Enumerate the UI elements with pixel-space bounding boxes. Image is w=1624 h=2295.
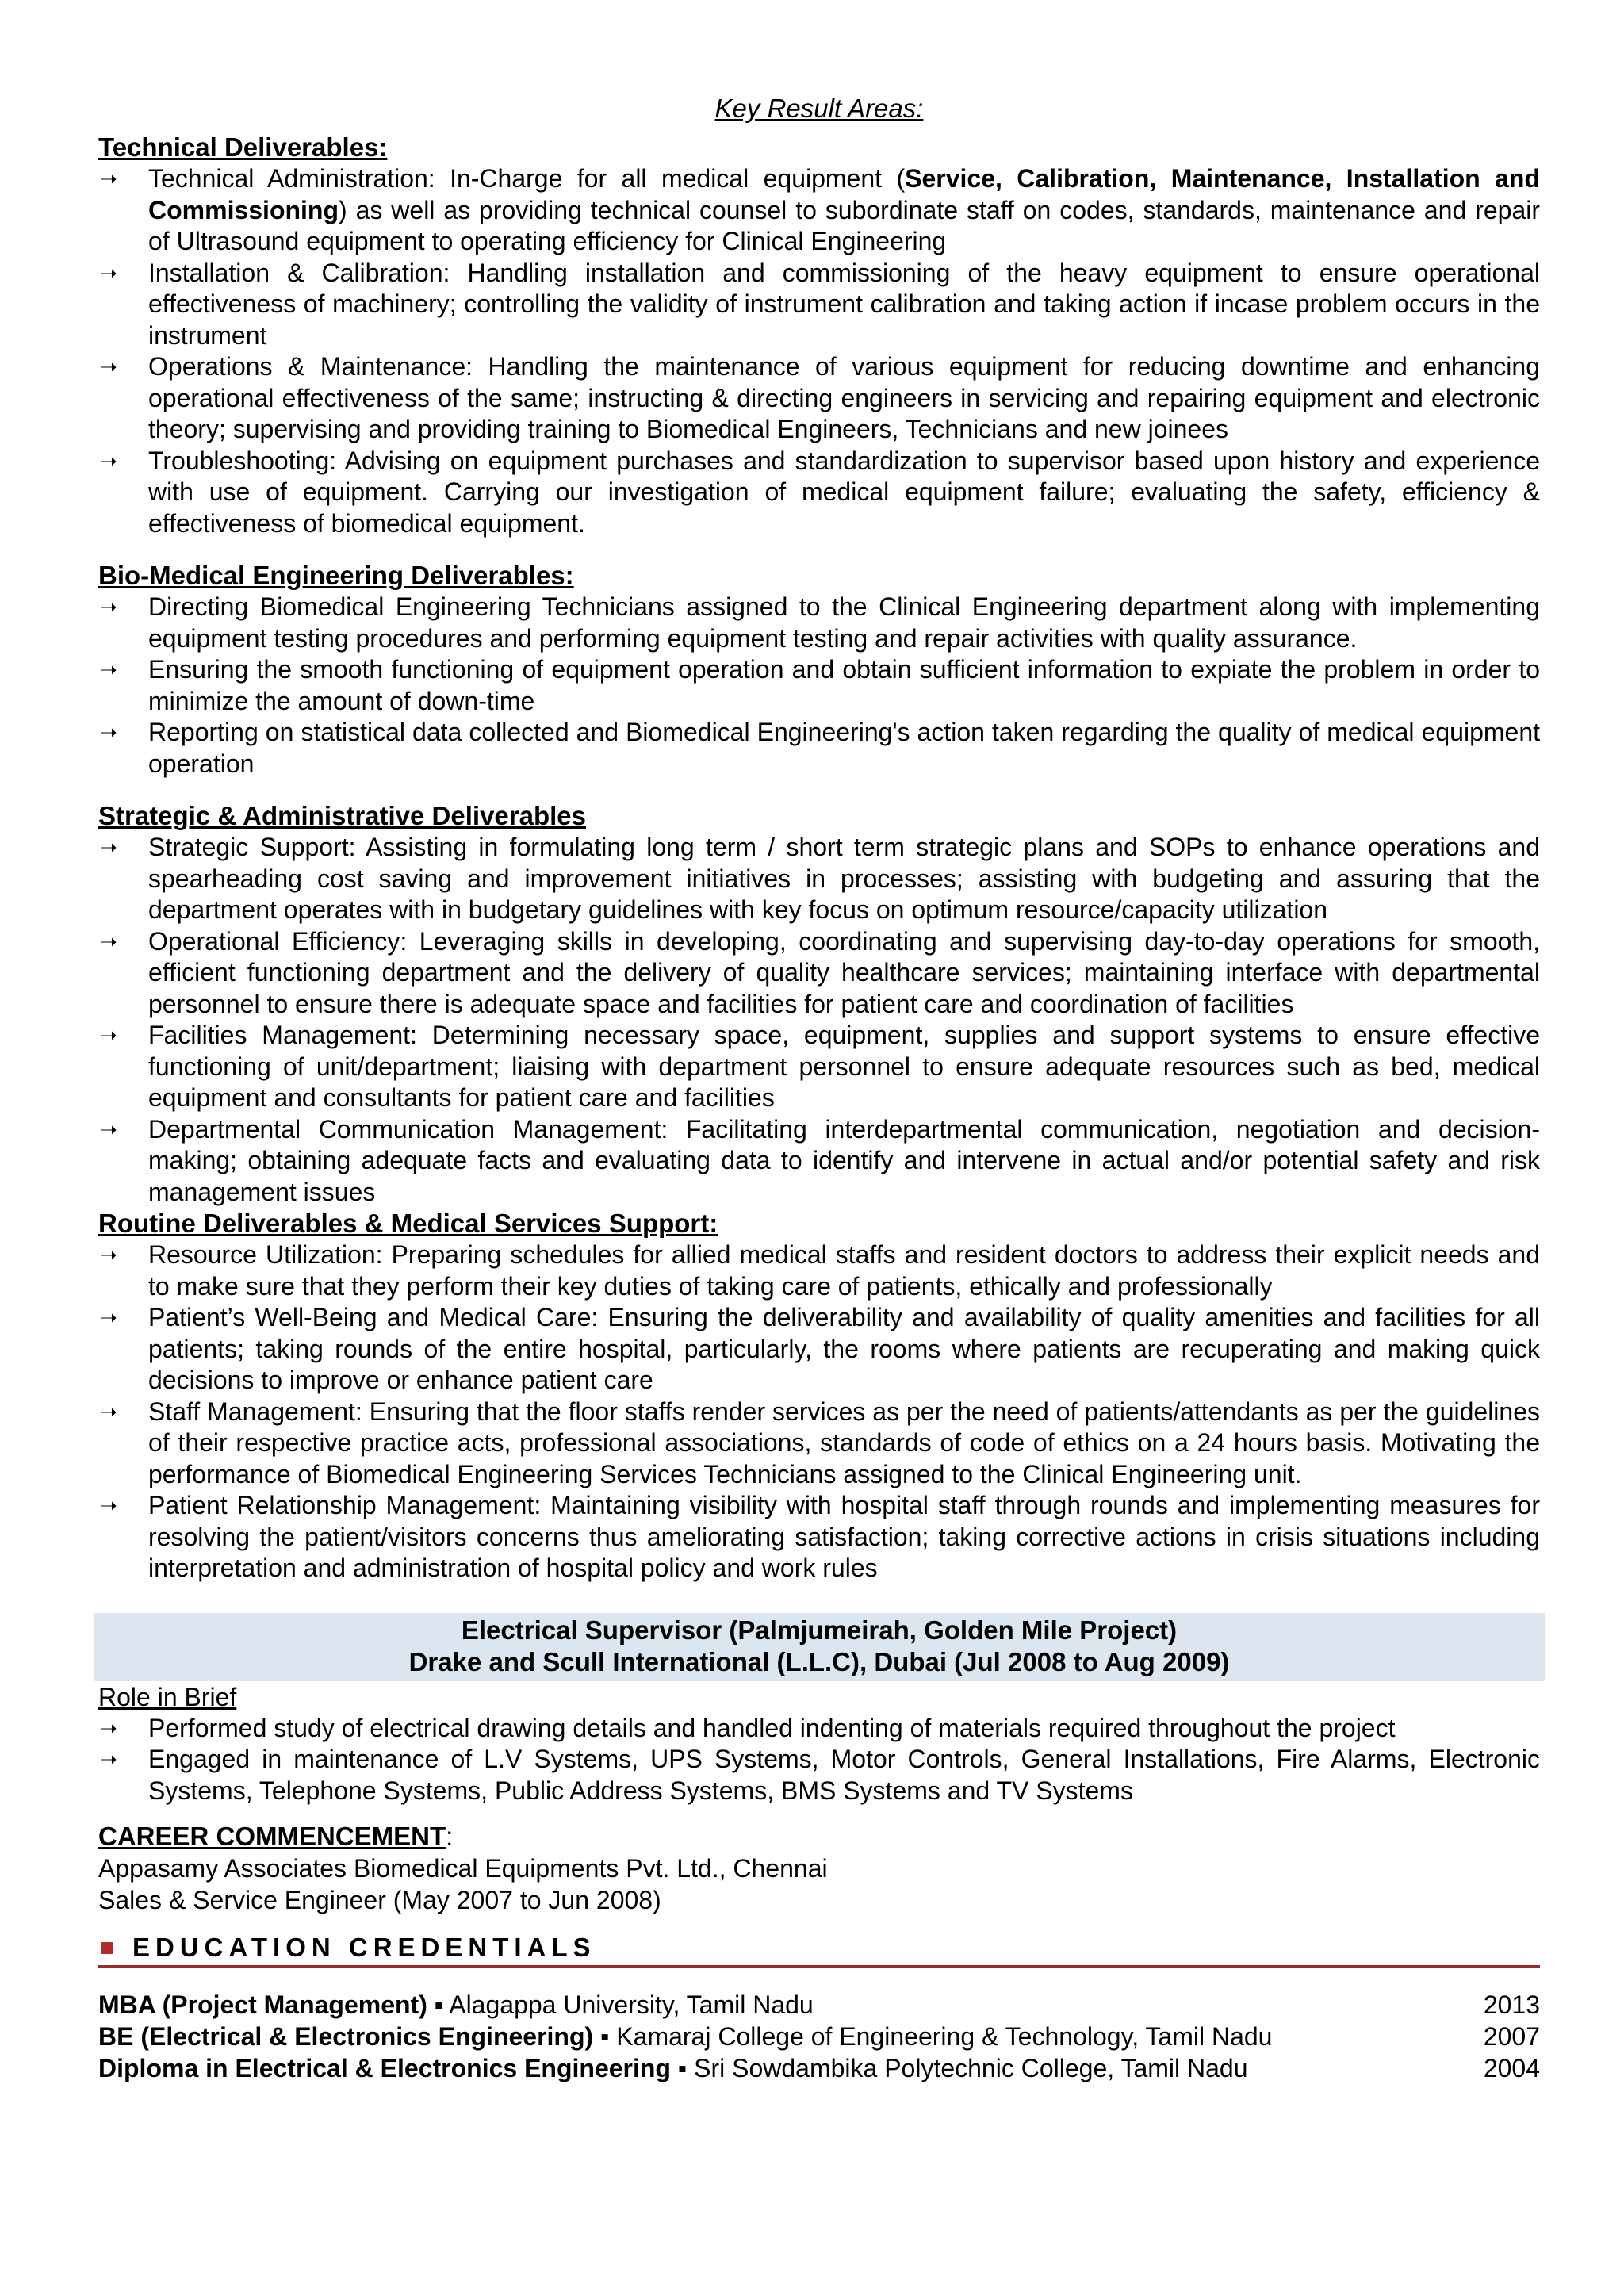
career-company: Appasamy Associates Biomedical Equipments Pvt. Ltd., Chennai xyxy=(98,1854,828,1883)
list-item: ➝ Staff Management: Ensuring that the floor staffs render services as per the need of patients/attendants as per the guidelines of their respective practice acts, professional associations, standards of code of ethics on a 24 hours basis. Motivating the performance of Biomedical Engineering Services Technicians assigned to the Clinical Engineering unit. xyxy=(100,1397,1540,1488)
list-item: ➝ Installation & Calibration: Handling installation and commissioning of the heavy equipment to ensure operational effectiveness of machinery; controlling the validity of instrument calibration and taking action if incase problem occurs in the instrument xyxy=(100,258,1540,350)
institution: Kamaraj College of Engineering & Technology, Tamil Nadu xyxy=(616,2022,1273,2051)
resume-page xyxy=(98,94,1540,2084)
technical-deliverables-heading: Technical Deliverables: xyxy=(98,132,388,162)
list-item: ➝ Patient Relationship Management: Maintaining visibility with hospital staff through rounds and implementing measures for resolving the patient/visitors concerns thus ameliorating satisfaction; taking corrective actions in crisis situations including interpretation and administration of hospital policy and work rules xyxy=(100,1491,1540,1582)
job-title: Electrical Supervisor (Palmjumeirah, Golden Mile Project) xyxy=(461,1615,1178,1645)
list-item: ➝ Troubleshooting: Advising on equipment purchases and standardization to supervisor based upon history and experience with use of equipment. Carrying our investigation of medical equipment failure; evaluating the safety, efficiency & effectiveness of biomedical equipment. xyxy=(100,446,1540,538)
education-row xyxy=(98,1989,1540,2021)
arrow-bullet-icon: ➝ xyxy=(100,354,117,378)
separator-icon: ▪ xyxy=(677,2054,688,2082)
degree: BE (Electrical & Electronics Engineering) xyxy=(98,2022,594,2051)
role-in-brief-list xyxy=(98,1713,1540,1807)
arrow-bullet-icon: ➝ xyxy=(100,1493,117,1517)
list-item: ➝ Engaged in maintenance of L.V Systems, UPS Systems, Motor Controls, General Installations, Fire Alarms, Electronic Systems, Telephone Systems, Public Address Systems, BMS Systems and TV Systems xyxy=(100,1745,1540,1805)
education-list xyxy=(98,1989,1540,2084)
arrow-bullet-icon: ➝ xyxy=(100,595,117,619)
strategic-deliverables-heading: Strategic & Administrative Deliverables xyxy=(98,801,587,830)
job-title-banner xyxy=(94,1613,1545,1681)
arrow-bullet-icon: ➝ xyxy=(100,1715,117,1740)
separator-icon: ▪ xyxy=(600,2022,610,2051)
routine-deliverables-heading: Routine Deliverables & Medical Services Support: xyxy=(98,1209,718,1238)
career-commencement-heading: CAREER COMMENCEMENT: xyxy=(98,1822,454,1851)
separator-icon: ▪ xyxy=(434,1990,444,2019)
institution: Alagappa University, Tamil Nadu xyxy=(449,1990,814,2019)
year: 2013 xyxy=(1483,1990,1540,2019)
year: 2004 xyxy=(1483,2054,1540,2082)
role-in-brief-label: Role in Brief xyxy=(98,1682,237,1711)
arrow-bullet-icon: ➝ xyxy=(100,260,117,285)
arrow-bullet-icon: ➝ xyxy=(100,1305,117,1329)
routine-deliverables-list xyxy=(98,1239,1540,1584)
arrow-bullet-icon: ➝ xyxy=(100,1243,117,1266)
education-heading: EDUCATION CREDENTIALS xyxy=(98,1930,1540,1968)
job-company: Drake and Scull International (L.L.C), Dubai (Jul 2008 to Aug 2009) xyxy=(408,1646,1230,1676)
arrow-bullet-icon: ➝ xyxy=(100,1399,117,1423)
list-item: ➝ Operations & Maintenance: Handling the maintenance of various equipment for reducing downtime and enhancing operational effectiveness of the same; instructing & directing engineers in servicing and repairing equipment and electronic theory; supervising and providing training to Biomedical Engineers, Technicians and new joinees xyxy=(100,352,1540,443)
list-item: ➝ Performed study of electrical drawing details and handled indenting of materials required throughout the project xyxy=(98,1713,1540,1745)
career-position: Sales & Service Engineer (May 2007 to Jun 2008) xyxy=(98,1886,661,1914)
degree: Diploma in Electrical & Electronics Engineering xyxy=(98,2054,671,2082)
list-item: ➝ Ensuring the smooth functioning of equipment operation and obtain sufficient information to expiate the problem in order to minimize the amount of down-time xyxy=(100,655,1540,715)
strategic-deliverables-list xyxy=(98,832,1540,1208)
year: 2007 xyxy=(1483,2022,1540,2051)
list-item: ➝ Directing Biomedical Engineering Technicians assigned to the Clinical Engineering department along with implementing equipment testing procedures and performing equipment testing and repair activities with quality assurance. xyxy=(100,592,1540,653)
list-item: ➝ Operational Efficiency: Leveraging skills in developing, coordinating and supervising day-to-day operations for smooth, efficient functioning department and the delivery of quality healthcare services; maintaining interface with departmental personnel to ensure there is adequate space and facilities for patient care and coordination of facilities xyxy=(100,926,1540,1018)
biomedical-deliverables-heading: Bio-Medical Engineering Deliverables: xyxy=(98,561,574,590)
arrow-bullet-icon: ➝ xyxy=(100,167,117,190)
arrow-bullet-icon: ➝ xyxy=(100,1117,117,1141)
institution: Sri Sowdambika Polytechnic College, Tamil Nadu xyxy=(694,2054,1248,2082)
education-row xyxy=(98,2021,1540,2052)
key-result-areas-title: Key Result Areas: xyxy=(714,94,924,123)
arrow-bullet-icon: ➝ xyxy=(100,448,117,473)
arrow-bullet-icon: ➝ xyxy=(100,835,117,859)
list-item: ➝ Departmental Communication Management: Facilitating interdepartmental communication, negotiation and decision-making; obtaining adequate facts and evaluating data to identify and intervene in actual and/or potential safety and risk management issues xyxy=(100,1114,1540,1206)
list-item: ➝ Reporting on statistical data collected and Biomedical Engineering's action taken regarding the quality of medical equipment operation xyxy=(100,718,1540,778)
square-bullet-icon xyxy=(102,1942,113,1954)
arrow-bullet-icon: ➝ xyxy=(100,1023,117,1047)
list-item: ➝ Patient’s Well-Being and Medical Care: Ensuring the deliverability and availability of quality amenities and facilities for all patients; taking rounds of the entire hospital, particularly, the rooms where patients are recuperating and making quick decisions to improve or enhance patient care xyxy=(100,1303,1540,1394)
list-item: ➝ Technical Administration: In-Charge for all medical equipment (Service, Calibration, Maintenance, Installation and Commissioning) as well as providing technical counsel to subordinate staff on codes, standards, maintenance and repair of Ultrasound equipment to operating efficiency for Clinical Engineering xyxy=(100,164,1541,255)
education-row xyxy=(98,2052,1540,2084)
arrow-bullet-icon: ➝ xyxy=(100,1747,117,1771)
list-item: ➝ Resource Utilization: Preparing schedules for allied medical staffs and resident doctors to address their explicit needs and to make sure that they perform their key duties of taking care of patients, ethically and professionally xyxy=(100,1240,1540,1301)
arrow-bullet-icon: ➝ xyxy=(100,657,117,681)
technical-deliverables-list xyxy=(98,163,1540,539)
arrow-bullet-icon: ➝ xyxy=(100,929,117,953)
biomedical-deliverables-list xyxy=(98,592,1540,780)
degree: MBA (Project Management) xyxy=(98,1990,427,2019)
arrow-bullet-icon: ➝ xyxy=(100,720,117,744)
list-item: ➝ Facilities Management: Determining necessary space, equipment, supplies and support systems to ensure effective functioning of unit/department; liaising with department personnel to ensure adequate resources such as bed, medical equipment and consultants for patient care and facilities xyxy=(100,1021,1540,1112)
list-item: ➝ Strategic Support: Assisting in formulating long term / short term strategic plans and SOPs to enhance operations and spearheading cost saving and improvement initiatives in processes; assisting with budgeting and assuring that the department operates with in budgetary guidelines with key focus on optimum resource/capacity utilization xyxy=(100,833,1540,924)
